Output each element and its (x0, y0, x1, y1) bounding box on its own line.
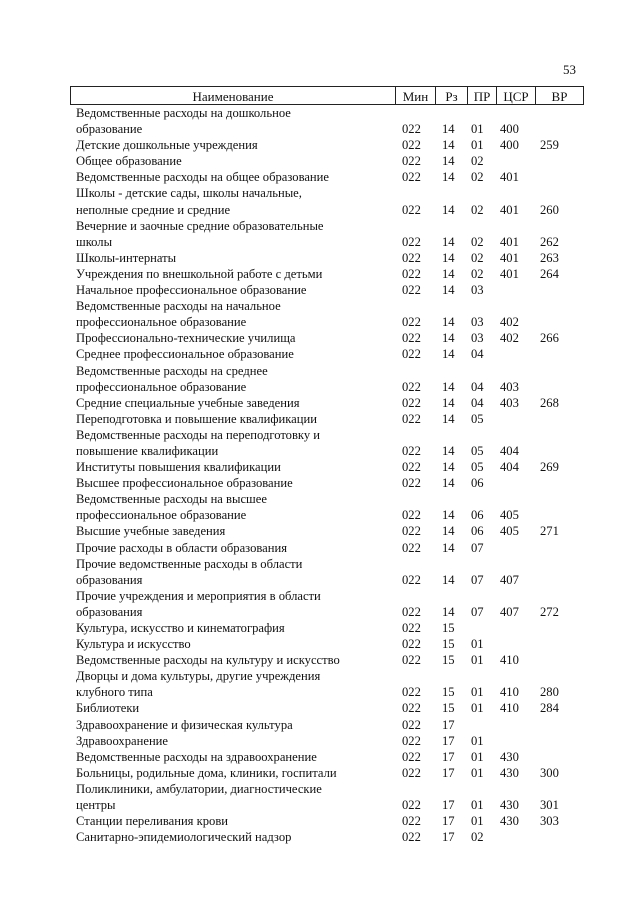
cell-name: Институты повышения квалификации (76, 460, 281, 475)
cell-name: Здравоохранение и физическая культура (76, 717, 293, 732)
cell-min: 022 (402, 540, 421, 555)
cell-rz: 15 (442, 685, 455, 700)
table-row (70, 668, 584, 684)
cell-pr: 07 (471, 540, 484, 555)
cell-name: профессиональное образование (76, 379, 247, 394)
cell-vr: 272 (540, 604, 559, 619)
cell-rz: 15 (442, 621, 455, 635)
cell-name: образования (76, 572, 143, 587)
table-row (70, 749, 584, 765)
cell-pr: 02 (471, 154, 484, 169)
cell-pr: 01 (471, 733, 484, 748)
cell-rz: 14 (442, 443, 455, 458)
cell-name: Ведомственные расходы на общее образование (76, 170, 330, 185)
cell-min: 022 (402, 234, 421, 249)
cell-pr: 01 (471, 138, 484, 153)
cell-min: 022 (402, 411, 421, 426)
table-row (70, 652, 584, 668)
table-row (70, 314, 584, 330)
cell-name: Культура и искусство (76, 637, 191, 652)
cell-name: профессиональное образование (76, 315, 247, 330)
cell-rz: 17 (442, 798, 455, 813)
cell-rz: 14 (442, 266, 455, 281)
cell-vr: 271 (540, 524, 559, 539)
table-row (70, 282, 584, 298)
cell-vr: 268 (540, 395, 559, 410)
cell-min: 022 (402, 508, 421, 523)
table-row (70, 604, 584, 620)
cell-name: Вечерние и заочные средние образовательные (76, 218, 324, 233)
cell-pr: 06 (471, 508, 484, 523)
cell-name: Школы - детские сады, школы начальные, (76, 186, 302, 201)
cell-pr: 02 (471, 250, 484, 265)
page-number: 53 (563, 62, 576, 77)
table-row (70, 636, 584, 652)
cell-rz: 14 (442, 347, 455, 362)
cell-min: 022 (402, 830, 421, 845)
cell-vr: 264 (540, 266, 559, 281)
cell-min: 022 (402, 701, 421, 716)
cell-rz: 17 (442, 830, 455, 845)
table-row (70, 153, 584, 169)
cell-csr: 407 (500, 604, 519, 619)
cell-name: Больницы, родильные дома, клиники, госпитали (76, 765, 337, 780)
cell-pr: 05 (471, 411, 484, 426)
cell-name: повышение квалификации (76, 443, 219, 458)
cell-name: Ведомственные расходы на начальное (76, 299, 281, 314)
cell-name: Среднее профессиональное образование (76, 347, 294, 362)
cell-rz: 14 (442, 476, 455, 491)
cell-rz: 14 (442, 138, 455, 153)
cell-min: 022 (402, 653, 421, 668)
cell-rz: 14 (442, 572, 455, 587)
cell-csr: 402 (500, 331, 519, 346)
table-row (70, 202, 584, 218)
cell-pr: 01 (471, 798, 484, 813)
cell-name: Прочие расходы в области образования (76, 540, 288, 555)
header-vr: ВР (551, 89, 568, 104)
cell-csr: 401 (500, 202, 519, 217)
cell-csr: 430 (500, 798, 519, 813)
cell-rz: 17 (442, 749, 455, 764)
cell-min: 022 (402, 572, 421, 587)
cell-rz: 15 (442, 653, 455, 668)
cell-rz: 17 (442, 814, 455, 829)
cell-csr: 401 (500, 234, 519, 249)
table-row (70, 475, 584, 491)
cell-pr: 04 (471, 395, 484, 410)
cell-min: 022 (402, 266, 421, 281)
table-row (70, 218, 584, 234)
cell-name: Общее образование (76, 154, 182, 169)
cell-vr: 284 (540, 701, 559, 716)
cell-min: 022 (402, 733, 421, 748)
cell-name: Средние специальные учебные заведения (76, 395, 300, 410)
table-row (70, 250, 584, 266)
cell-pr: 04 (471, 347, 484, 362)
cell-csr: 405 (500, 524, 519, 539)
table-row (70, 797, 584, 813)
table-row (70, 572, 584, 588)
cell-vr: 260 (540, 202, 559, 217)
cell-min: 022 (402, 749, 421, 764)
cell-min: 022 (402, 138, 421, 153)
cell-name: Культура, искусство и кинематография (76, 621, 285, 635)
cell-rz: 14 (442, 122, 455, 137)
cell-pr: 03 (471, 283, 484, 298)
cell-pr: 06 (471, 476, 484, 491)
cell-min: 022 (402, 798, 421, 813)
cell-pr: 02 (471, 234, 484, 249)
header-pr: ПР (473, 89, 491, 104)
cell-vr: 266 (540, 331, 559, 346)
table-row (70, 765, 584, 781)
cell-csr: 401 (500, 266, 519, 281)
cell-csr: 430 (500, 814, 519, 829)
cell-name: Начальное профессиональное образование (76, 283, 307, 298)
cell-vr: 303 (540, 814, 559, 829)
cell-name: Библиотеки (76, 701, 140, 716)
cell-pr: 01 (471, 749, 484, 764)
cell-name: Ведомственные расходы на здравоохранение (76, 749, 317, 764)
cell-csr: 410 (500, 701, 519, 716)
cell-min: 022 (402, 765, 421, 780)
table-row (70, 540, 584, 556)
table-row (70, 121, 584, 137)
cell-name: Поликлиники, амбулатории, диагностические (76, 781, 322, 796)
cell-min: 022 (402, 460, 421, 475)
table-row (70, 507, 584, 523)
table-row (70, 411, 584, 427)
table-row (70, 185, 584, 201)
cell-name: образования (76, 604, 143, 619)
cell-vr: 301 (540, 798, 559, 813)
cell-min: 022 (402, 604, 421, 619)
cell-pr: 07 (471, 604, 484, 619)
cell-min: 022 (402, 250, 421, 265)
cell-rz: 14 (442, 202, 455, 217)
cell-name: Прочие ведомственные расходы в области (76, 556, 303, 571)
cell-rz: 14 (442, 379, 455, 394)
cell-name: Профессионально-технические училища (76, 331, 296, 346)
cell-pr: 06 (471, 524, 484, 539)
cell-csr: 403 (500, 379, 519, 394)
cell-min: 022 (402, 347, 421, 362)
cell-pr: 01 (471, 637, 484, 652)
table-row (70, 588, 584, 604)
table-body (70, 105, 584, 845)
cell-pr: 01 (471, 685, 484, 700)
cell-min: 022 (402, 331, 421, 346)
cell-name: Ведомственные расходы на дошкольное (76, 106, 291, 120)
header-rz: Рз (445, 89, 458, 104)
cell-name: Санитарно-эпидемиологический надзор (76, 830, 292, 845)
cell-pr: 05 (471, 460, 484, 475)
cell-name: школы (76, 234, 113, 249)
cell-rz: 14 (442, 250, 455, 265)
cell-vr: 262 (540, 234, 559, 249)
cell-csr: 410 (500, 685, 519, 700)
table-row (70, 137, 584, 153)
cell-min: 022 (402, 443, 421, 458)
table-row (70, 266, 584, 282)
table-row (70, 491, 584, 507)
cell-rz: 15 (442, 637, 455, 652)
cell-pr: 03 (471, 315, 484, 330)
table-row (70, 346, 584, 362)
cell-csr: 402 (500, 315, 519, 330)
cell-rz: 14 (442, 315, 455, 330)
cell-pr: 02 (471, 170, 484, 185)
cell-pr: 07 (471, 572, 484, 587)
cell-pr: 03 (471, 331, 484, 346)
cell-pr: 01 (471, 122, 484, 137)
cell-name: Станции переливания крови (76, 814, 229, 829)
cell-name: Ведомственные расходы на переподготовку и (76, 427, 321, 442)
table-row (70, 459, 584, 475)
table-row (70, 427, 584, 443)
cell-name: центры (76, 798, 116, 813)
cell-vr: 259 (540, 138, 559, 153)
cell-name: Учреждения по внешкольной работе с детьми (76, 266, 323, 281)
cell-min: 022 (402, 170, 421, 185)
cell-pr: 01 (471, 701, 484, 716)
table-row (70, 700, 584, 716)
cell-rz: 14 (442, 524, 455, 539)
cell-rz: 17 (442, 717, 455, 732)
cell-csr: 401 (500, 170, 519, 185)
cell-min: 022 (402, 717, 421, 732)
cell-name: Дворцы и дома культуры, другие учреждения (76, 669, 321, 684)
cell-min: 022 (402, 315, 421, 330)
table-header (70, 86, 584, 105)
table-row (70, 620, 584, 636)
cell-rz: 14 (442, 331, 455, 346)
cell-rz: 14 (442, 170, 455, 185)
cell-vr: 269 (540, 460, 559, 475)
table-row (70, 395, 584, 411)
cell-pr: 01 (471, 814, 484, 829)
cell-csr: 407 (500, 572, 519, 587)
cell-rz: 15 (442, 701, 455, 716)
cell-rz: 14 (442, 154, 455, 169)
table-row (70, 556, 584, 572)
cell-rz: 14 (442, 411, 455, 426)
cell-name: образование (76, 122, 143, 137)
table-row (70, 781, 584, 797)
cell-pr: 04 (471, 379, 484, 394)
cell-pr: 01 (471, 653, 484, 668)
table-row (70, 684, 584, 700)
cell-min: 022 (402, 154, 421, 169)
cell-min: 022 (402, 379, 421, 394)
cell-pr: 02 (471, 266, 484, 281)
table-row (70, 298, 584, 314)
table-row (70, 523, 584, 539)
table-row (70, 813, 584, 829)
cell-vr: 300 (540, 765, 559, 780)
cell-min: 022 (402, 395, 421, 410)
cell-name: Переподготовка и повышение квалификации (76, 411, 317, 426)
cell-min: 022 (402, 814, 421, 829)
cell-rz: 14 (442, 540, 455, 555)
cell-rz: 14 (442, 460, 455, 475)
cell-name: Ведомственные расходы на высшее (76, 492, 267, 507)
table-row (70, 169, 584, 185)
cell-rz: 14 (442, 508, 455, 523)
cell-csr: 430 (500, 765, 519, 780)
cell-csr: 401 (500, 250, 519, 265)
cell-min: 022 (402, 685, 421, 700)
header-csr: ЦСР (503, 89, 529, 104)
table-row (70, 330, 584, 346)
cell-name: Прочие учреждения и мероприятия в области (76, 588, 321, 603)
cell-name: профессиональное образование (76, 508, 247, 523)
cell-rz: 17 (442, 733, 455, 748)
cell-name: Высшее профессиональное образование (76, 476, 293, 491)
cell-vr: 263 (540, 250, 559, 265)
header-min: Мин (402, 89, 429, 104)
cell-pr: 01 (471, 765, 484, 780)
cell-rz: 14 (442, 234, 455, 249)
cell-pr: 02 (471, 830, 484, 845)
cell-rz: 14 (442, 283, 455, 298)
cell-name: Высшие учебные заведения (76, 524, 226, 539)
cell-pr: 05 (471, 443, 484, 458)
cell-csr: 430 (500, 749, 519, 764)
table-row (70, 234, 584, 250)
cell-min: 022 (402, 476, 421, 491)
cell-csr: 403 (500, 395, 519, 410)
table-row (70, 443, 584, 459)
cell-min: 022 (402, 524, 421, 539)
cell-rz: 17 (442, 765, 455, 780)
cell-csr: 400 (500, 122, 519, 137)
cell-rz: 14 (442, 395, 455, 410)
cell-csr: 405 (500, 508, 519, 523)
cell-min: 022 (402, 202, 421, 217)
cell-name: Школы-интернаты (76, 250, 177, 265)
cell-min: 022 (402, 637, 421, 652)
table-row (70, 105, 584, 121)
cell-name: Ведомственные расходы на среднее (76, 363, 268, 378)
cell-name: неполные средние и средние (76, 202, 231, 217)
header-name: Наименование (192, 89, 274, 104)
table-row (70, 363, 584, 379)
cell-min: 022 (402, 283, 421, 298)
table-row (70, 717, 584, 733)
cell-csr: 404 (500, 460, 519, 475)
cell-pr: 02 (471, 202, 484, 217)
cell-csr: 400 (500, 138, 519, 153)
cell-name: Ведомственные расходы на культуру и искусство (76, 653, 340, 668)
cell-vr: 280 (540, 685, 559, 700)
cell-rz: 14 (442, 604, 455, 619)
table-row (70, 379, 584, 395)
cell-name: Здравоохранение (76, 733, 169, 748)
cell-name: Детские дошкольные учреждения (76, 138, 258, 153)
cell-min: 022 (402, 122, 421, 137)
table-row (70, 829, 584, 845)
cell-csr: 404 (500, 443, 519, 458)
cell-min: 022 (402, 621, 421, 635)
budget-table (70, 86, 584, 845)
cell-csr: 410 (500, 653, 519, 668)
cell-name: клубного типа (76, 685, 153, 700)
table-row (70, 733, 584, 749)
